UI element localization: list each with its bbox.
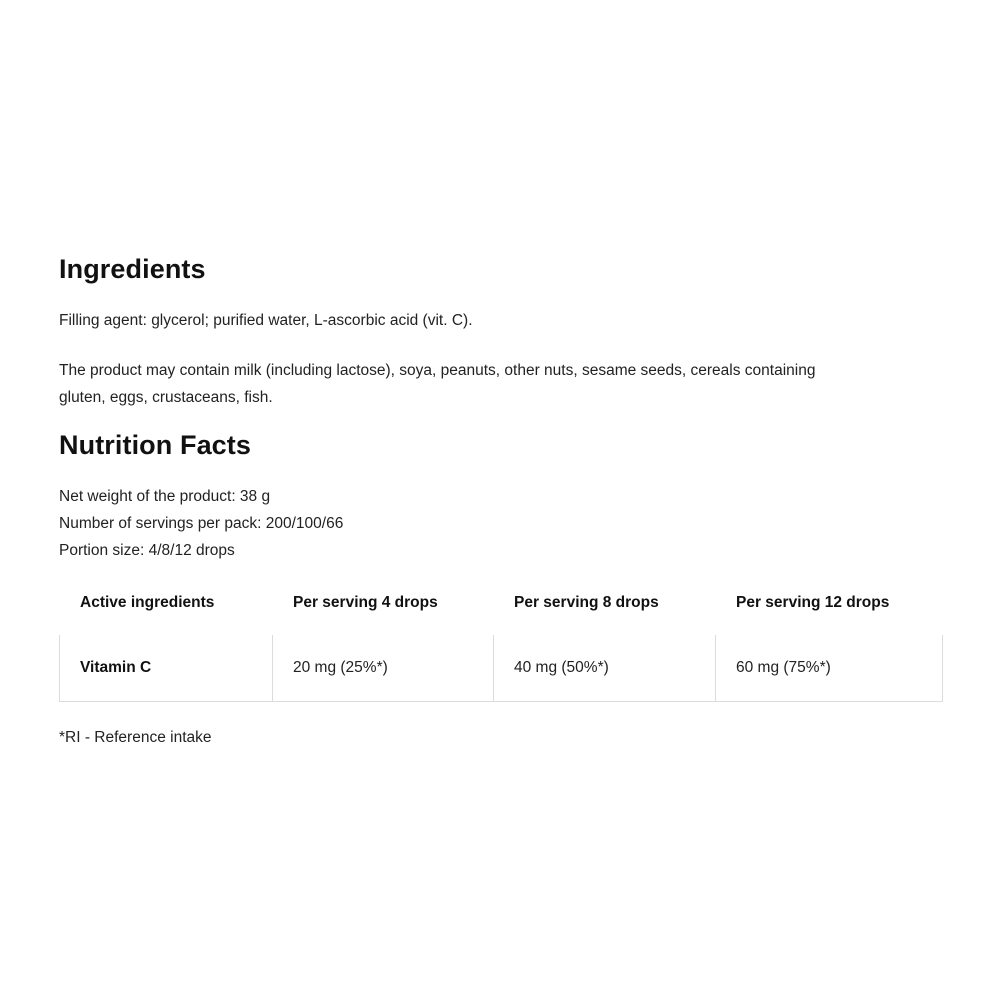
allergen-warning-line-2: gluten, eggs, crustaceans, fish. (59, 389, 273, 406)
footnote-text: *RI - Reference intake (59, 729, 212, 746)
ingredients-composition (59, 307, 939, 334)
column-header-12-drops: Per serving 12 drops (736, 594, 890, 611)
servings-per-pack: Number of servings per pack: 200/100/66 (59, 515, 344, 532)
table-row (60, 635, 943, 702)
nutrition-table-body (60, 635, 943, 702)
allergen-warning (59, 357, 939, 411)
column-header-active-ingredients: Active ingredients (80, 594, 215, 611)
portion-size: Portion size: 4/8/12 drops (59, 542, 235, 559)
ingredients-composition-text: Filling agent: glycerol; purified water, L-ascorbic acid (vit. C). (59, 312, 473, 329)
nutrition-facts-heading: Nutrition Facts (59, 430, 252, 460)
value-4-drops: 20 mg (25%*) (273, 635, 494, 702)
ingredients-heading: Ingredients (59, 254, 206, 284)
nutrition-table (59, 571, 943, 702)
value-12-drops: 60 mg (75%*) (716, 635, 943, 702)
table-header-row (60, 572, 943, 635)
allergen-warning-line-1: The product may contain milk (including lactose), soya, peanuts, other nuts, sesame seeds, cereals containing (59, 362, 816, 379)
ingredient-name: Vitamin C (60, 635, 273, 702)
column-header-4-drops: Per serving 4 drops (293, 594, 438, 611)
column-header-8-drops: Per serving 8 drops (514, 594, 659, 611)
footnote (59, 724, 939, 751)
nutrition-table-header (60, 572, 943, 635)
net-weight: Net weight of the product: 38 g (59, 488, 271, 505)
product-specs (59, 483, 939, 564)
value-8-drops: 40 mg (50%*) (494, 635, 716, 702)
